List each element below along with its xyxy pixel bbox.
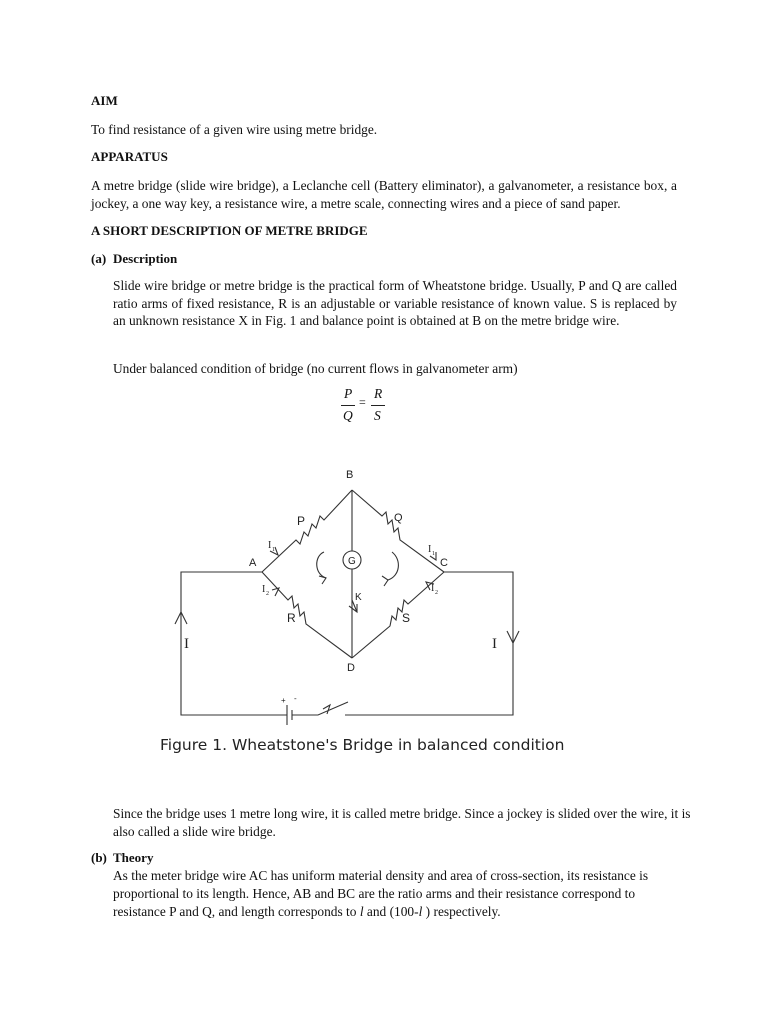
formula-q: Q: [343, 408, 353, 423]
description-paragraph: Slide wire bridge or metre bridge is the practical form of Wheatstone bridge. Usually, P and Q are called ratio arms of fixed resistance, R is an adjustable or variable resistance of known value. S is replaced by an unknown resistance X in Fig. 1 and balance point is obtained at B on the metre bridge wire.: [113, 278, 677, 329]
current-i-left-label: I: [184, 636, 189, 652]
balance-formula: [336, 386, 396, 430]
theory-length-l: l: [359, 904, 364, 919]
theory-label: (b): [91, 850, 107, 865]
wheatstone-bridge-figure: [0, 455, 768, 735]
arrow-i2-left: [272, 588, 279, 596]
resistor-r-label: R: [287, 611, 296, 625]
theory-line-3-part-3: ) respectively.: [422, 904, 501, 919]
description-sub-label: (a): [91, 251, 107, 266]
mesh-arrow-left-head: [319, 576, 326, 584]
node-b-label: B: [346, 469, 354, 481]
mesh-arrow-right-head: [382, 576, 388, 586]
formula-bar-left: [341, 405, 355, 406]
current-i1-left-label: I: [268, 540, 272, 551]
arm-ad: [262, 572, 352, 658]
current-i2-left-label: I: [262, 584, 266, 595]
theory-length-l-2: l: [418, 904, 423, 919]
formula-s: S: [374, 408, 381, 423]
theory-line-3-part-1: resistance P and Q, and length corresponds to: [113, 904, 360, 919]
resistor-q-label: Q: [394, 512, 403, 524]
figure-caption: Figure 1. Wheatstone's Bridge in balanced condition: [160, 736, 565, 754]
formula-equals: =: [359, 395, 366, 409]
theory-line-3-part-2: and (100-: [363, 904, 419, 919]
apparatus-heading: APPARATUS: [91, 149, 168, 164]
node-a-label: A: [249, 557, 257, 569]
balanced-condition-text: Under balanced condition of bridge (no current flows in galvanometer arm): [113, 361, 518, 376]
mesh-arrow-left: [317, 552, 326, 578]
aim-heading: AIM: [91, 93, 118, 108]
apparatus-text: A metre bridge (slide wire bridge), a Leclanche cell (Battery eliminator), a galvanometer, a resistance box, a jockey, a one way key, a resistance wire, a metre scale, connecting wires and a piece of sand paper.: [91, 178, 677, 211]
mesh-arrow-right: [388, 552, 398, 580]
battery-minus-label: -: [294, 694, 297, 703]
description-section-heading: A SHORT DESCRIPTION OF METRE BRIDGE: [91, 223, 368, 238]
description-sub-title: Description: [113, 251, 178, 266]
current-i2-right-sub: 2: [435, 590, 438, 596]
current-i2-left-sub: 2: [266, 591, 269, 597]
theory-line-1: As the meter bridge wire AC has uniform material density and area of cross-section, its resistance is: [113, 868, 649, 883]
aim-text: To find resistance of a given wire using metre bridge.: [91, 122, 378, 137]
formula-p: P: [344, 386, 353, 401]
node-c-label: C: [440, 557, 448, 569]
theory-title: Theory: [113, 850, 154, 865]
formula-r: R: [374, 386, 383, 401]
formula-bar-right: [371, 405, 385, 406]
metre-bridge-explanation: Since the bridge uses 1 metre long wire, it is called metre bridge. Since a jockey is slided over the wire, it is also called a slide wire bridge.: [113, 806, 691, 839]
key-label: K: [355, 592, 362, 603]
battery-cell-icon: [282, 705, 300, 725]
galvanometer-label: G: [348, 556, 356, 567]
resistor-p-label: P: [297, 514, 306, 528]
resistor-s-label: S: [402, 611, 411, 625]
arm-ab: [262, 490, 352, 572]
current-i1-right-sub: 1: [432, 551, 435, 557]
current-i1-left-sub: 1: [272, 547, 275, 553]
theory-line-2: proportional to its length. Hence, AB and BC are the ratio arms and their resistance correspond to: [113, 886, 636, 901]
current-i-right-label: I: [492, 636, 497, 652]
current-i1-right-label: I: [428, 544, 432, 555]
node-d-label: D: [347, 662, 355, 674]
theory-line-3: [113, 903, 713, 921]
key-switch-icon: [300, 702, 352, 715]
battery-plus-label: +: [281, 696, 286, 705]
current-i2-right-label: I: [431, 583, 435, 594]
